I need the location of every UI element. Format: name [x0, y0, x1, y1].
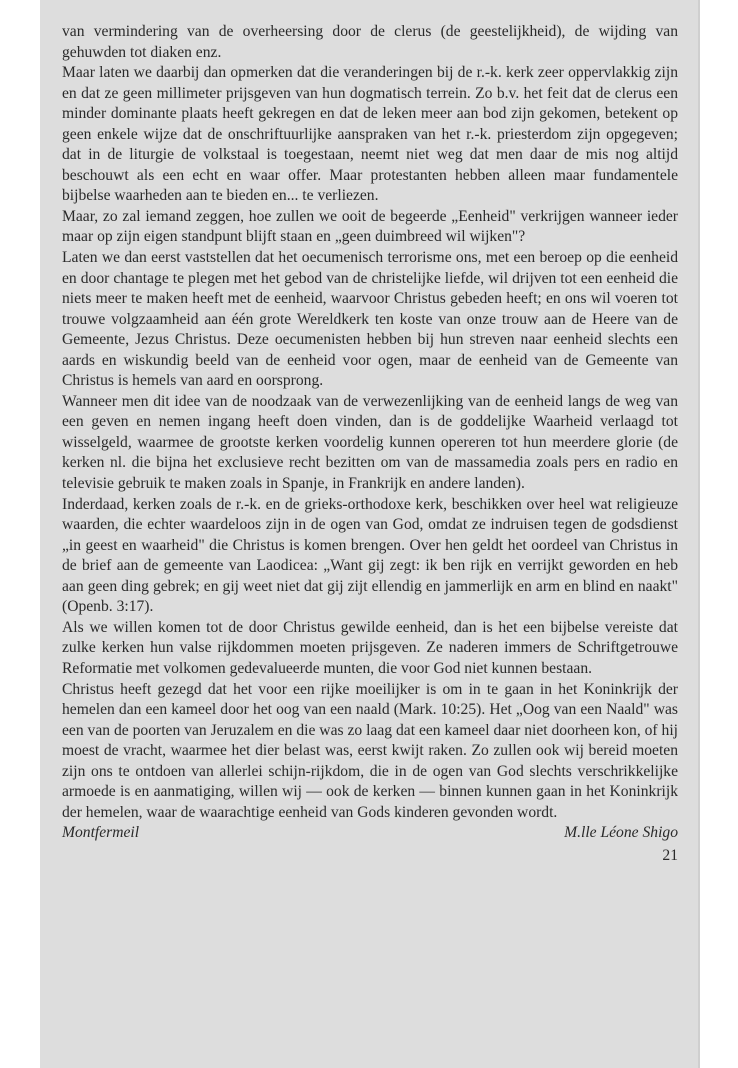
paragraph-8: Christus heeft gezegd dat het voor een rijke moeilijker is om in te gaan in het Koninkrijk der hemelen dan een kameel door het oog van een naald (Mark. 10:25). Het „Oog van een Naald" was een van de poorten van Jeruzalem en die was zo laag dat een kameel daar niet doorheen kon, of hij moest de vracht, waarmee het dier belast was, eerst kwijt raken. Zo zullen ook wij bereid moeten zijn ons te ontdoen van allerlei schijn-rijkdom, die in de ogen van God slechts verschrikkelijke armoede is en aanmatiging, willen wij — ook de kerken — binnen kunnen gaan in het Koninkrijk der hemelen, waar de waarachtige eenheid van Gods kinderen gevonden wordt. [62, 680, 678, 821]
paragraph-3: Maar, zo zal iemand zeggen, hoe zullen we ooit de begeerde „Eenheid" verkrijgen wanneer ieder maar op zijn eigen standpunt blijft staan en „geen duimbreed wil wijken"? [62, 207, 678, 246]
page-number: 21 [662, 846, 678, 864]
article-body [62, 22, 678, 866]
paragraph-4: Laten we dan eerst vaststellen dat het oecumenisch terrorisme ons, met een beroep op die eenheid en door chantage te plegen met het gebod van de christelijke liefde, wil drijven tot een eenheid die niets meer te maken heeft met de eenheid, waarvoor Christus gebeden heeft; en ons wil voeren tot trouwe volgzaamheid aan één grote Wereldkerk ten koste van onze trouw aan de Heere van de Gemeente, Jezus Christus. Deze oecumenisten hebben bij hun streven naar eenheid slechts een aards en wiskundig beeld van de eenheid voor ogen, maar de eenheid van de Gemeente van Christus is hemels van aard en oorsprong. [62, 249, 678, 390]
paragraph-2: Maar laten we daarbij dan opmerken dat die veranderingen bij de r.-k. kerk zeer oppervlakkig zijn en dat ze geen millimeter prijsgeven van hun dogmatisch terrein. Zo b.v. het feit dat de clerus een minder dominante plaats heeft gekregen en dat de leken meer aan bod zijn gekomen, betekent op geen enkele wijze dat de onschriftuurlijke aanspraken van het r.-k. priesterdom zijn opgegeven; dat in de liturgie de volkstaal is toegestaan, neemt niet weg dat men daar de mis nog altijd beschouwt als een echt en waar offer. Maar protestanten hebben alleen maar fundamentele bijbelse waarheden aan te bieden en... te verliezen. [62, 64, 678, 205]
document-page [40, 0, 698, 1068]
signature-line [62, 823, 678, 844]
signature-place: Montfermeil [62, 824, 140, 842]
paragraph-6: Inderdaad, kerken zoals de r.-k. en de grieks-orthodoxe kerk, beschikken over heel wat religieuze waarden, die echter waardeloos zijn in de ogen van God, omdat ze indruisen tegen de godsdienst „in geest en waarheid" die Christus is komen brengen. Over hen geldt het oordeel van Christus in de brief aan de gemeente van Laodicea: „Want gij zegt: ik ben rijk en verrijkt geworden en heb aan geen ding gebrek; en gij weet niet dat gij zijt ellendig en jammerlijk en arm en blind en naakt" (Openb. 3:17). [62, 495, 678, 616]
paragraph-1: van vermindering van de overheersing door de clerus (de geestelijkheid), de wijding van gehuwden tot diaken enz. [62, 23, 678, 61]
paragraph-7: Als we willen komen tot de door Christus gewilde eenheid, dan is het een bijbelse vereiste dat zulke kerken hun valse rijkdommen moeten prijsgeven. Ze naderen immers de Schriftgetrouwe Reformatie met volkomen gedevalueerde munten, die voor God niet kunnen bestaan. [62, 618, 678, 677]
paragraph-5: Wanneer men dit idee van de noodzaak van de verwezenlijking van de eenheid langs de weg van een geven en nemen ingang heeft doen vinden, dan is de goddelijke Waarheid verlaagd tot wisselgeld, waarmee de grootste kerken voordelig kunnen opereren tot hun meerdere glorie (de kerken nl. die bijna het exclusieve recht bezitten om van de massamedia zoals pers en radio en televisie gebruik te maken zoals in Spanje, in Frankrijk en andere landen). [62, 392, 678, 493]
signature-author: M.lle Léone Shigo [564, 824, 678, 842]
